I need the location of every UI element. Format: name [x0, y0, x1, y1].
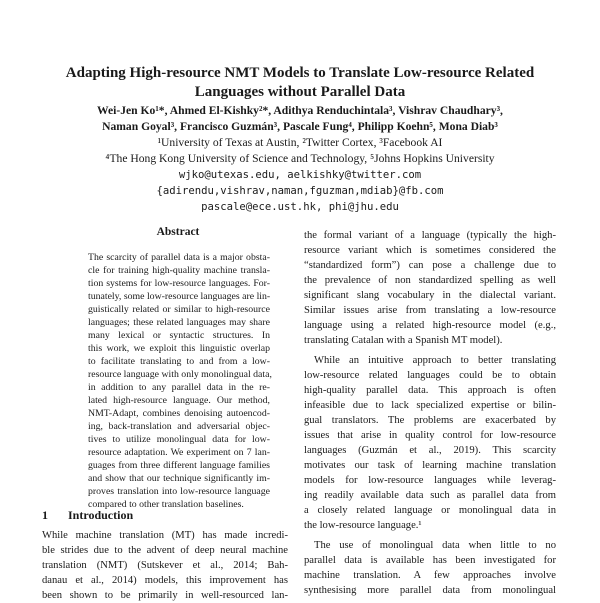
title-line-1: Adapting High-resource NMT Models to Translate Low-resource Related	[65, 65, 535, 81]
author-line-1: Wei-Jen Ko¹*, Ahmed El-Kishky²*, Adithya Renduchintala³, Vishrav Chaudhary³,	[97, 104, 503, 117]
abstract-line: many lexical or syntactic structures. In	[88, 330, 270, 341]
abstract-line: tion systems for low-resource languages. For-	[88, 278, 270, 289]
body-line: “standardized form”) can pose a challenge due to	[304, 260, 556, 271]
abstract-line: in addition to any parallel data in the re-	[88, 382, 270, 393]
body-line: the prevalence of non standardized spelling as well	[304, 275, 556, 286]
abstract-line: ing, back-translation and adversarial objec-	[88, 421, 270, 432]
abstract-line: guages from three different language families	[88, 460, 270, 471]
abstract-line: this work, we exploit this linguistic overlap	[88, 343, 270, 354]
intro-line: While machine translation (MT) has made incredi-	[42, 530, 288, 541]
email-line-2: {adirendu,vishrav,naman,fguzman,mdiab}@fb.com	[156, 185, 444, 197]
abstract-line: lated high-resource language. Our method,	[88, 395, 270, 406]
body-line: language using a related high-resource model (e.g.,	[304, 320, 556, 331]
body-line: translating Catalan with a Spanish MT model).	[304, 335, 503, 346]
abstract-line: The scarcity of parallel data is a major obsta-	[88, 252, 270, 263]
body-line: parallel data is available has been investigated for	[304, 555, 556, 566]
affiliation-line-2: ⁴The Hong Kong University of Science and Technology, ⁵Johns Hopkins University	[105, 152, 495, 165]
body-line: synthesising more parallel data from monolingual	[304, 585, 556, 596]
body-line: low-resource related languages could be to obtain	[304, 370, 556, 381]
abstract-line: to facilitate translating to and from a low-	[88, 356, 270, 367]
author-line-2: Naman Goyal³, Francisco Guzmán³, Pascale Fung⁴, Philipp Koehn⁵, Mona Diab³	[102, 120, 498, 133]
body-line: gual translators. The problems are exacerbated by	[304, 415, 556, 426]
abstract-line: compared to other translation baselines.	[88, 499, 244, 510]
body-line: languages (Guzmán et al., 2019). This scarcity	[304, 445, 556, 456]
body-line: motivates our task of learning machine translation	[304, 460, 556, 471]
abstract-line: cle for training high-quality machine transla-	[88, 265, 270, 276]
abstract-line: resource adaptation. We experiment on 7 lan-	[88, 447, 270, 458]
abstract-heading: Abstract	[156, 226, 200, 238]
abstract-line: tunately, some low-resource languages are lin-	[88, 291, 271, 302]
section-number: 1	[42, 508, 48, 522]
abstract-line: and show that our technique significantly im-	[88, 473, 270, 484]
body-line: Similar issues arise from translating a low-resource	[304, 305, 556, 316]
body-line: significant slang vocabulary in the dialectal variant.	[304, 290, 556, 301]
email-line-3: pascale@ece.ust.hk, phi@jhu.edu	[201, 201, 399, 213]
intro-line: been shown to be primarily in well-resourced lan-	[42, 590, 288, 601]
intro-line: danau et al., 2014) models, this improvement has	[42, 575, 288, 586]
body-line: issues that arise in quality control for low-resource	[304, 430, 556, 441]
body-line: machine translation. A few approaches involve	[304, 570, 556, 581]
abstract-line: languages; these related languages may share	[88, 317, 270, 328]
intro-line: ble strides due to the advent of deep neural machine	[42, 545, 288, 556]
body-line: infeasible due to lack specialized expertise or bilin-	[304, 400, 556, 411]
intro-line: translation (NMT) (Sutskever et al., 2014; Bah-	[42, 560, 288, 571]
body-line: models for low-resource languages while leverag-	[304, 475, 556, 486]
body-line: resource variant which is sometimes considered the	[304, 245, 556, 256]
abstract-line: tives to utilize monolingual data for low-	[88, 434, 270, 445]
body-line: the low-resource language.¹	[304, 520, 422, 531]
body-line: high-quality parallel data. This approach is often	[304, 385, 556, 396]
abstract-line: NMT-Adapt, combines denoising autoencod-	[88, 408, 270, 419]
affiliation-line-1: ¹University of Texas at Austin, ²Twitter Cortex, ³Facebook AI	[157, 136, 443, 149]
section-heading	[42, 508, 133, 523]
abstract-line: guistically related or similar to high-resource	[88, 304, 270, 315]
abstract-line: proves translation into low-resource language	[88, 486, 270, 497]
body-line: ing readily available data such as parallel data from	[304, 490, 556, 501]
body-line: the formal variant of a language (typically the high-	[304, 230, 556, 241]
body-line: While an intuitive approach to better translating	[314, 355, 556, 366]
paper-title	[40, 64, 560, 102]
section-title: Introduction	[68, 508, 134, 522]
title-line-2: Languages without Parallel Data	[194, 84, 406, 100]
body-line: The use of monolingual data when little to no	[314, 540, 556, 551]
abstract-line: resource language with only monolingual data,	[88, 369, 272, 380]
body-line: a closely related language or monolingual data in	[304, 505, 556, 516]
email-line-1: wjko@utexas.edu, aelkishky@twitter.com	[178, 169, 422, 181]
